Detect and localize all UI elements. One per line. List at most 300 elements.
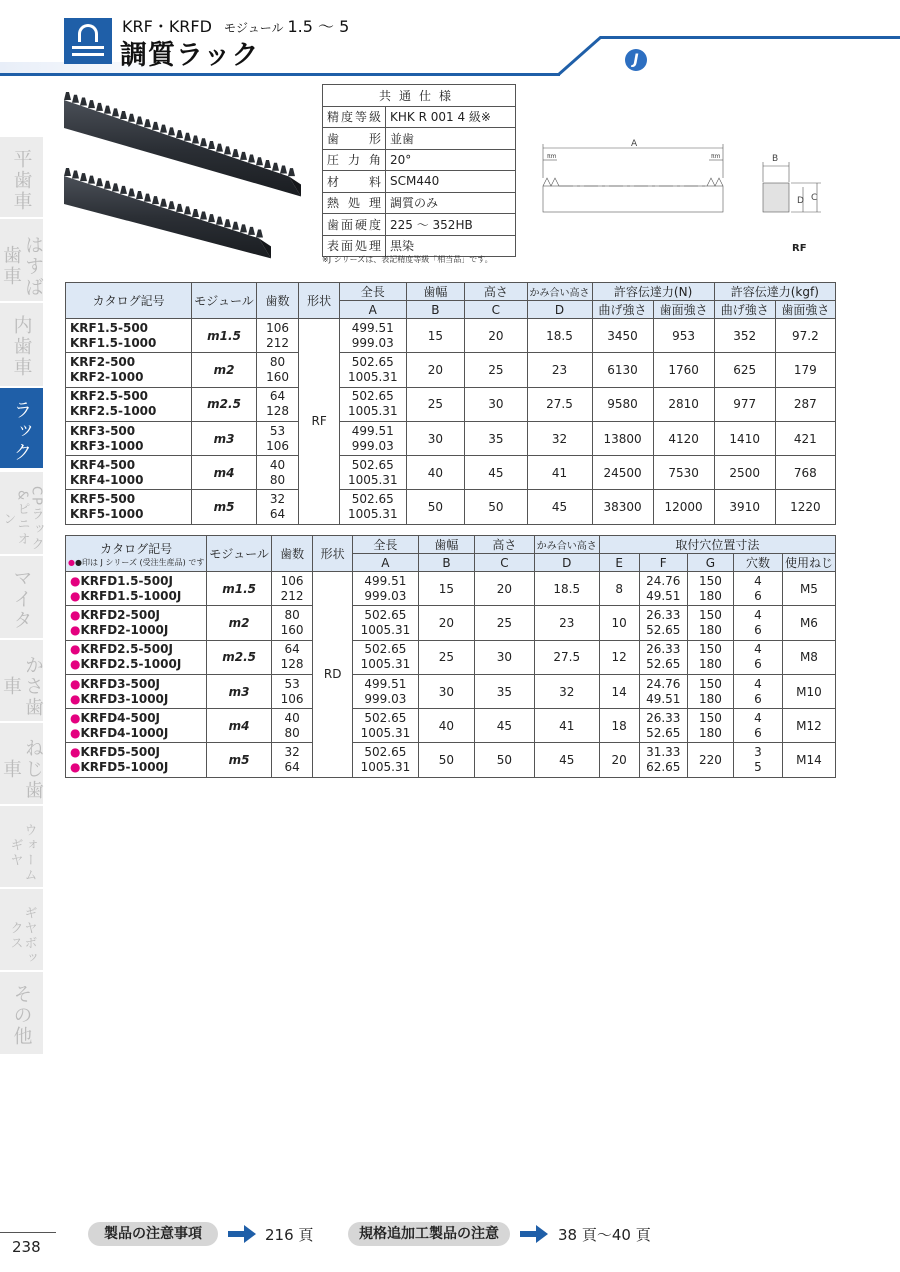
sidebar-item-label: かさ歯車 [0,655,44,718]
length-cell [339,421,406,455]
g-cell [687,640,733,674]
f-value: 26.33 [646,710,681,725]
catalog-number: KRFD4-1000J [80,725,169,740]
g-value: 150 [698,642,722,657]
holes-cell [734,709,783,743]
spec-key: 表面処理 [323,235,386,257]
length-value: 502.65 [364,642,407,657]
length-cell [353,709,419,743]
teeth-value: 212 [266,335,289,350]
teeth-value: 160 [266,369,289,384]
spec-value: 225 ～ 352HB [386,214,516,236]
length-value: 1005.31 [347,369,398,384]
col-torque-kgf: 許容伝達力(kgf) [714,283,835,301]
spec-key: 材料 [323,171,386,193]
screw-cell: M10 [782,674,835,708]
dim-pitch-right: πm [711,153,721,160]
length-value: 1005.31 [360,657,411,672]
dim-b-label: B [772,154,779,164]
dim-pitch-left: πm [547,153,557,160]
surf-n-cell: 953 [653,319,714,353]
f-value: 24.76 [646,676,681,691]
col-teeth: 歯数 [256,283,298,319]
arrow-right-icon [226,1222,258,1246]
spec-note: ※J シリーズは、表記精度等級「相当品」です。 [322,255,493,264]
sidebar-item-10[interactable] [0,972,43,1054]
teeth-cell [256,421,298,455]
f-cell [639,606,687,640]
product-caution-link[interactable]: 製品の注意事項 [88,1222,218,1246]
modified-product-caution-page[interactable]: 38 頁～40 頁 [558,1226,651,1244]
sidebar-item-7[interactable] [0,723,43,804]
col-pitch-height-2: かみ合い高さ [534,536,599,554]
height-cell: 25 [475,606,535,640]
height-cell: 45 [465,456,527,490]
spec-row [323,192,516,214]
spec-row [323,214,516,236]
catalog-number: KRFD2-500J [80,607,161,622]
col-shape: 形状 [299,283,340,319]
g-value: 150 [698,676,722,691]
teeth-value: 80 [284,725,300,740]
bend-n-cell: 6130 [592,353,653,387]
e-cell: 14 [599,674,639,708]
catalog-number: KRF4-500 [70,457,136,472]
col-catalog: カタログ記号 [66,283,192,319]
krfd-spec-table [65,535,836,778]
height-cell: 20 [475,572,535,606]
g-value: 150 [698,607,722,622]
table-row [66,456,836,490]
sidebar-item-label: ラック [10,400,33,463]
holes-cell [734,606,783,640]
length-value: 1005.31 [360,622,411,637]
f-value: 26.33 [646,607,681,622]
col-width-2: 歯幅 [418,536,474,554]
spec-key: 精度等級 [323,106,386,128]
f-cell [639,743,687,777]
pitch-height-cell: 32 [534,674,599,708]
catalog-number: KRFD3-1000J [80,691,169,706]
e-cell: 10 [599,606,639,640]
length-value: 502.65 [364,710,407,725]
teeth-value: 128 [266,404,289,419]
col-mount-dims: 取付穴位置寸法 [599,536,835,554]
catalog-number: KRF1.5-500 [70,320,149,335]
surf-n-cell: 1760 [653,353,714,387]
module-cell: m5 [207,743,272,777]
catalog-number: KRFD2-1000J [80,622,169,637]
module-cell: m2.5 [207,640,272,674]
catalog-cell: ●KRFD4-500J ●KRFD4-1000J [66,709,207,743]
length-value: 499.51 [351,423,394,438]
module-cell: m4 [207,709,272,743]
j-series-note-text: ●印は J シリーズ (受注生産品) です [74,557,205,567]
sidebar-item-label: マイタ [10,568,33,631]
teeth-cell [271,640,312,674]
length-cell [353,674,419,708]
teeth-value: 53 [269,423,286,438]
teeth-cell [256,490,298,524]
length-value: 999.03 [351,335,394,350]
dim-d-label: D [797,196,804,206]
col-surf-kgf: 歯面強さ [775,301,835,319]
g-cell [687,674,733,708]
f-value: 49.51 [646,691,681,706]
header-rule-right [600,36,900,39]
j-series-badge: J [625,49,647,71]
spec-value: 並歯 [386,128,516,150]
length-cell [353,572,419,606]
width-cell: 20 [418,606,474,640]
holes-value: 6 [754,588,762,603]
module-cell: m3 [192,421,257,455]
holes-value: 4 [754,642,762,657]
holes-value: 6 [754,622,762,637]
col-module: モジュール [192,283,257,319]
module-cell: m3 [207,674,272,708]
screw-cell: M12 [782,709,835,743]
spec-key: 歯形 [323,128,386,150]
width-cell: 15 [406,319,465,353]
height-cell: 25 [465,353,527,387]
shape-cell: RD [313,572,353,778]
col-bend-n: 曲げ強さ [592,301,653,319]
pitch-height-cell: 23 [534,606,599,640]
col-b: B [406,301,465,319]
col-torque-n: 許容伝達力(N) [592,283,714,301]
pitch-height-cell: 45 [527,490,592,524]
surf-n-cell: 7530 [653,456,714,490]
bend-n-cell: 9580 [592,387,653,421]
rack-category-icon [64,18,112,64]
sidebar-item-label: ねじ歯車 [0,738,44,801]
holes-value: 3 [754,745,762,760]
col-module-2: モジュール [207,536,272,572]
sidebar-item-3[interactable] [0,388,43,468]
table-row [66,572,836,606]
teeth-value: 106 [266,320,289,335]
length-cell [339,456,406,490]
surf-n-cell: 2810 [653,387,714,421]
catalog-cell: ●KRFD3-500J ●KRFD3-1000J [66,674,207,708]
header-rule [0,73,560,76]
dim-a-label: A [631,139,638,149]
col-width: 歯幅 [406,283,465,301]
catalog-cell [66,387,192,421]
table-row [66,640,836,674]
module-cell: m2.5 [192,387,257,421]
col-length: 全長 [339,283,406,301]
height-cell: 45 [475,709,535,743]
surf-kgf-cell: 1220 [775,490,835,524]
f-cell [639,709,687,743]
page-number: 238 [12,1238,41,1256]
teeth-value: 80 [284,607,300,622]
g-value: 220 [698,752,722,767]
length-value: 502.65 [351,492,394,507]
g-value: 180 [698,588,722,603]
col-b-2: B [418,554,474,572]
length-value: 1005.31 [347,472,398,487]
f-cell [639,640,687,674]
bend-kgf-cell: 1410 [714,421,775,455]
teeth-cell [271,572,312,606]
f-value: 52.65 [646,725,681,740]
spec-value: KHK R 001 4 級※ [386,106,516,128]
sidebar-item-label: ウォームギヤ [7,822,37,883]
bend-kgf-cell: 3910 [714,490,775,524]
catalog-number: KRF3-1000 [70,438,144,453]
holes-value: 6 [754,725,762,740]
length-cell [339,490,406,524]
f-value: 26.33 [646,642,681,657]
col-e: E [599,554,639,572]
col-teeth-2: 歯数 [271,536,312,572]
f-cell [639,674,687,708]
length-cell [353,606,419,640]
surf-kgf-cell: 421 [775,421,835,455]
pitch-height-cell: 27.5 [527,387,592,421]
width-cell: 15 [418,572,474,606]
length-value: 1005.31 [347,507,398,522]
catalog-number: KRFD4-500J [80,710,161,725]
col-c-2: C [475,554,535,572]
width-cell: 50 [406,490,465,524]
length-value: 502.65 [364,745,407,760]
teeth-value: 32 [269,492,286,507]
height-cell: 50 [475,743,535,777]
teeth-value: 64 [269,389,286,404]
f-value: 31.33 [646,745,681,760]
holes-value: 4 [754,573,762,588]
col-f: F [639,554,687,572]
length-cell [353,743,419,777]
table-row [66,421,836,455]
teeth-cell [256,456,298,490]
e-cell: 8 [599,572,639,606]
spec-heading: 共通仕様 [323,85,516,107]
teeth-cell [271,674,312,708]
g-cell [687,743,733,777]
teeth-cell [256,387,298,421]
pitch-height-cell: 41 [534,709,599,743]
sidebar-item-2[interactable] [0,303,43,386]
catalog-number: KRF4-1000 [70,472,144,487]
arrow-right-icon [518,1222,550,1246]
length-value: 1005.31 [360,760,411,775]
catalog-number: KRFD2.5-500J [80,642,173,657]
sidebar-item-label: 内歯車 [10,315,33,378]
table-row [66,674,836,708]
length-value: 502.65 [364,607,407,622]
width-cell: 20 [406,353,465,387]
holes-value: 4 [754,607,762,622]
col-length-2: 全長 [353,536,419,554]
catalog-cell [66,421,192,455]
length-value: 499.51 [364,676,407,691]
surf-kgf-cell: 287 [775,387,835,421]
teeth-value: 106 [280,573,304,588]
catalog-number: KRF2-500 [70,354,136,369]
f-cell [639,572,687,606]
surf-kgf-cell: 97.2 [775,319,835,353]
spec-row [323,149,516,171]
sidebar-item-9[interactable] [0,889,43,970]
teeth-value: 80 [269,354,286,369]
length-value: 502.65 [351,389,394,404]
surf-n-cell: 4120 [653,421,714,455]
col-height: 高さ [465,283,527,301]
holes-value: 4 [754,676,762,691]
catalog-cell: ●KRFD5-500J ●KRFD5-1000J [66,743,207,777]
length-value: 502.65 [351,354,394,369]
g-cell [687,709,733,743]
sidebar-item-5[interactable] [0,556,43,638]
spec-value: 20° [386,149,516,171]
col-a-2: A [353,554,419,572]
surf-n-cell: 12000 [653,490,714,524]
holes-value: 4 [754,710,762,725]
sidebar-item-4[interactable] [0,472,43,554]
e-cell: 12 [599,640,639,674]
teeth-value: 64 [284,760,300,775]
sidebar-item-0[interactable] [0,137,43,217]
col-c: C [465,301,527,319]
table-row [66,387,836,421]
spec-row [323,128,516,150]
rack-dimension-drawing [535,138,835,233]
sidebar-item-label: 平歯車 [10,149,33,212]
holes-value: 6 [754,657,762,672]
catalog-number: KRFD5-500J [80,745,161,760]
catalog-number: KRF5-1000 [70,507,144,522]
catalog-number: KRF5-500 [70,492,136,507]
holes-cell [734,572,783,606]
common-spec-table [322,84,516,257]
teeth-value: 32 [284,745,300,760]
table-row [66,606,836,640]
length-value: 1005.31 [347,404,398,419]
pitch-height-cell: 41 [527,456,592,490]
length-value: 1005.31 [360,725,411,740]
f-value: 24.76 [646,573,681,588]
col-d-2: D [534,554,599,572]
catalog-number: KRF2-1000 [70,369,144,384]
teeth-value: 53 [284,676,300,691]
height-cell: 30 [465,387,527,421]
g-value: 180 [698,622,722,637]
bend-kgf-cell: 977 [714,387,775,421]
screw-cell: M6 [782,606,835,640]
catalog-cell [66,353,192,387]
teeth-cell [271,743,312,777]
sidebar-item-1[interactable] [0,219,43,301]
catalog-number: KRF1.5-1000 [70,335,157,350]
pitch-height-cell: 18.5 [527,319,592,353]
teeth-cell [256,319,298,353]
pitch-height-cell: 32 [527,421,592,455]
col-pitch-height: かみ合い高さ [527,283,592,301]
krf-spec-table [65,282,836,525]
catalog-cell [66,490,192,524]
sidebar-item-label: ギヤボックス [7,905,37,966]
sidebar-item-label: その他 [10,984,33,1047]
teeth-value: 106 [266,438,289,453]
length-value: 499.51 [364,573,407,588]
width-cell: 30 [418,674,474,708]
shape-rf-label: RF [792,243,807,254]
g-value: 180 [698,725,722,740]
screw-cell: M8 [782,640,835,674]
teeth-value: 128 [280,657,304,672]
col-holes: 穴数 [734,554,783,572]
catalog-number: KRFD1.5-1000J [80,588,182,603]
catalog-number: KRF3-500 [70,423,136,438]
product-caution-page[interactable]: 216 頁 [265,1226,314,1244]
length-value: 499.51 [351,320,394,335]
catalog-number: KRFD5-1000J [80,760,169,775]
catalog-number: KRF2.5-1000 [70,404,157,419]
length-value: 999.03 [364,691,407,706]
module-cell: m2 [207,606,272,640]
screw-cell: M14 [782,743,835,777]
module-cell: m4 [192,456,257,490]
col-catalog-2-label: カタログ記号 [100,541,173,556]
spec-key: 圧力角 [323,149,386,171]
product-photo [62,90,312,260]
height-cell: 20 [465,319,527,353]
height-cell: 30 [475,640,535,674]
sidebar-item-8[interactable] [0,806,43,887]
teeth-cell [271,606,312,640]
modified-product-caution-link[interactable]: 規格追加工製品の注意 [348,1222,510,1246]
table-row [66,319,836,353]
page-title: 調質ラック [120,40,260,71]
height-cell: 50 [465,490,527,524]
table-row [66,353,836,387]
holes-cell [734,743,783,777]
col-a: A [339,301,406,319]
f-value: 62.65 [646,760,681,775]
surf-kgf-cell: 179 [775,353,835,387]
module-cell: m1.5 [192,319,257,353]
dim-c-label: C [811,193,818,203]
g-value: 150 [698,710,722,725]
col-shape-2: 形状 [313,536,353,572]
catalog-cell: ●KRFD2.5-500J ●KRFD2.5-1000J [66,640,207,674]
screw-cell: M5 [782,572,835,606]
module-cell: m2 [192,353,257,387]
col-surf-n: 歯面強さ [653,301,714,319]
spec-value: 黒染 [386,235,516,257]
f-value: 52.65 [646,657,681,672]
sidebar-item-6[interactable] [0,640,43,721]
col-g: G [687,554,733,572]
teeth-cell [271,709,312,743]
holes-value: 5 [754,760,762,775]
pitch-height-cell: 45 [534,743,599,777]
module-range: 1.5 ～ 5 [287,17,350,36]
width-cell: 30 [406,421,465,455]
col-catalog-2 [66,536,207,572]
catalog-number: KRF2.5-500 [70,389,149,404]
catalog-cell: ●KRFD1.5-500J ●KRFD1.5-1000J [66,572,207,606]
module-cell: m1.5 [207,572,272,606]
module-cell: m5 [192,490,257,524]
series-name: KRF・KRFD [122,17,212,36]
teeth-value: 80 [269,472,286,487]
